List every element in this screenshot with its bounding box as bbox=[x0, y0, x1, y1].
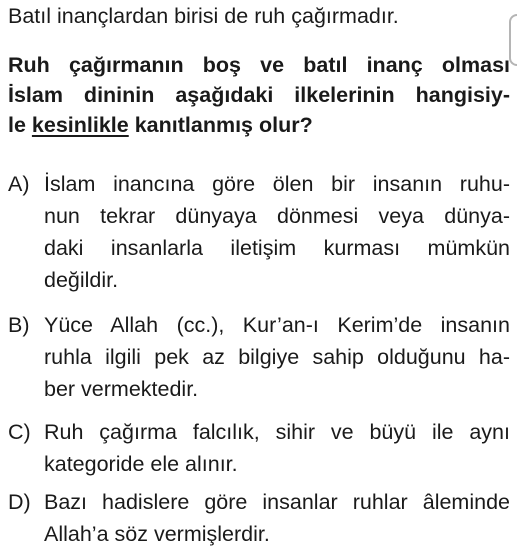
option-a-text bbox=[44, 168, 510, 296]
option-b[interactable] bbox=[8, 309, 510, 405]
option-c-letter: C) bbox=[8, 420, 31, 444]
option-c[interactable] bbox=[8, 416, 510, 480]
question-prompt bbox=[8, 50, 510, 140]
question-stem: Batıl inançlardan birisi de ruh çağırmadır. bbox=[8, 4, 399, 28]
question-line-2: İslam dininin aşağıdaki ilkelerinin hangisiy- bbox=[8, 83, 510, 107]
option-b-line-3: ber vermektedir. bbox=[44, 377, 199, 401]
option-a[interactable] bbox=[8, 168, 510, 296]
option-b-text bbox=[44, 309, 510, 405]
page-edge-bracket bbox=[509, 14, 517, 66]
option-a-letter: A) bbox=[8, 172, 30, 196]
option-b-line-1: Yüce Allah (cc.), Kur’an-ı Kerim’de insanın bbox=[44, 313, 510, 337]
option-a-line-1: İslam inancına göre ölen bir insanın ruhu- bbox=[44, 172, 510, 196]
option-a-line-3: daki insanlarla iletişim kurması mümkün bbox=[44, 236, 510, 260]
option-c-line-1: Ruh çağırma falcılık, sihir ve büyü ile aynı bbox=[44, 420, 510, 444]
option-a-line-4: değildir. bbox=[44, 268, 119, 292]
question-line-3 bbox=[8, 110, 510, 140]
option-b-line-2: ruhla ilgili pek az bilgiye sahip olduğunu ha- bbox=[44, 345, 510, 369]
option-c-line-2: kategoride ele alınır. bbox=[44, 452, 238, 476]
emphasis-word: kesinlikle bbox=[31, 113, 129, 137]
option-d-letter: D) bbox=[8, 490, 31, 514]
option-c-text bbox=[44, 416, 510, 480]
option-a-line-2: nun tekrar dünyaya dönmesi veya dünya- bbox=[44, 204, 510, 228]
option-d[interactable] bbox=[8, 486, 510, 550]
option-d-text bbox=[44, 486, 510, 550]
option-b-letter: B) bbox=[8, 313, 30, 337]
option-d-line-2: Allah’a söz vermişlerdir. bbox=[44, 522, 270, 546]
option-d-line-1: Bazı hadislere göre insanlar ruhlar âleminde bbox=[44, 490, 510, 514]
question-line-3-suffix: kanıtlanmış olur? bbox=[128, 113, 313, 137]
question-line-1: Ruh çağırmanın boş ve batıl inanç olması bbox=[8, 53, 510, 77]
question-line-3-prefix: le bbox=[8, 113, 32, 137]
